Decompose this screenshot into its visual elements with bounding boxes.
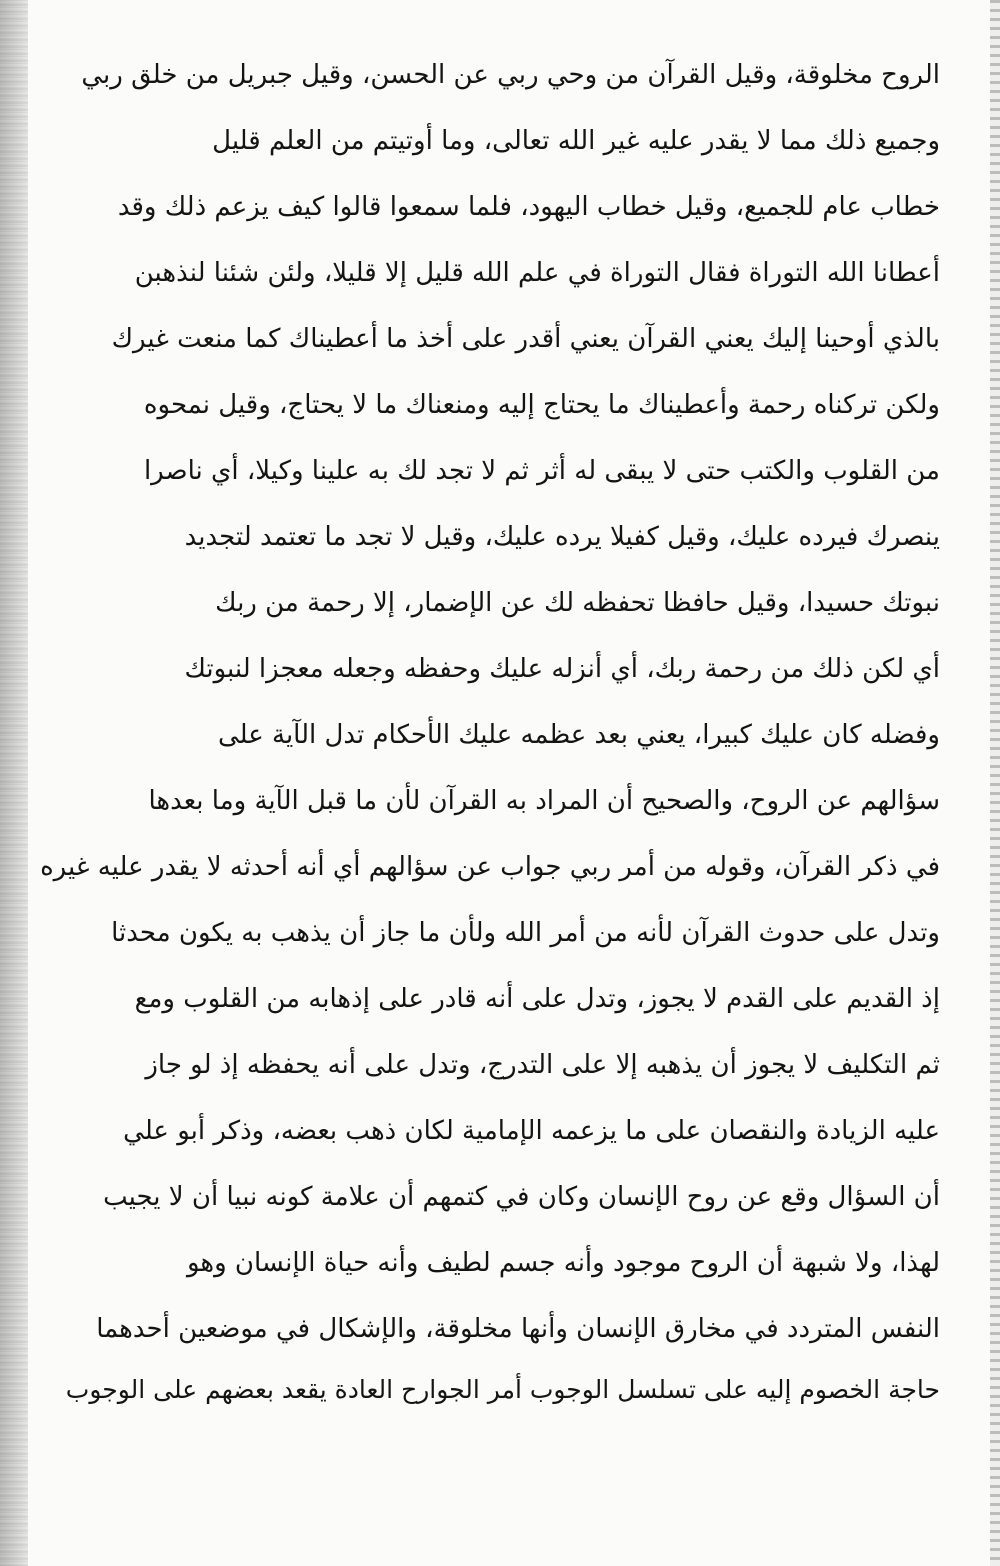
text-line	[40, 372, 940, 438]
text-line-content: لهذا، ولا شبهة أن الروح موجود وأنه جسم لطيف وأنه حياة الإنسان وهو	[186, 1248, 940, 1278]
text-line	[40, 900, 940, 966]
text-line-content: الروح مخلوقة، وقيل القرآن من وحي ربي عن الحسن، وقيل جبريل من خلق ربي	[81, 60, 940, 90]
text-line-content: من القلوب والكتب حتى لا يبقى له أثر ثم لا تجد لك به علينا وكيلا، أي ناصرا	[143, 456, 940, 486]
text-line-content: عليه الزيادة والنقصان على ما يزعمه الإمامية لكان ذهب بعضه، وذكر أبو علي	[123, 1116, 940, 1146]
text-line	[40, 504, 940, 570]
text-line	[40, 1032, 940, 1098]
manuscript-text-block	[40, 42, 940, 1418]
text-line-content: أعطانا الله التوراة فقال التوراة في علم الله قليل إلا قليلا، ولئن شئنا لنذهبن	[134, 258, 940, 288]
text-line	[40, 966, 940, 1032]
text-line-content: أي لكن ذلك من رحمة ربك، أي أنزله عليك وحفظه وجعله معجزا لنبوتك	[184, 654, 940, 684]
text-line-content: خطاب عام للجميع، وقيل خطاب اليهود، فلما سمعوا قالوا كيف يزعم ذلك وقد	[117, 192, 940, 222]
text-line-content: سؤالهم عن الروح، والصحيح أن المراد به القرآن لأن ما قبل الآية وما بعدها	[148, 786, 940, 816]
text-line-content: بالذي أوحينا إليك يعني القرآن يعني أقدر على أخذ ما أعطيناك كما منعت غيرك	[111, 324, 940, 354]
text-line	[40, 1230, 940, 1296]
text-line	[40, 42, 940, 108]
text-line	[40, 240, 940, 306]
text-line	[40, 570, 940, 636]
page-edge	[990, 0, 1000, 1566]
text-line	[40, 834, 940, 900]
text-line-content: ثم التكليف لا يجوز أن يذهبه إلا على التدرج، وتدل على أنه يحفظه إذ لو جاز	[145, 1050, 940, 1080]
text-line	[40, 702, 940, 768]
text-line-content: ينصرك فيرده عليك، وقيل كفيلا يرده عليك، وقيل لا تجد ما تعتمد لتجديد	[184, 522, 940, 552]
text-line	[40, 306, 940, 372]
text-line-content: حاجة الخصوم إليه على تسلسل الوجوب أمر الجوارح العادة يقعد بعضهم على الوجوب	[65, 1375, 940, 1404]
text-line	[40, 1362, 940, 1418]
text-line	[40, 438, 940, 504]
binding-gutter	[0, 0, 28, 1566]
text-line-content: ولكن تركناه رحمة وأعطيناك ما يحتاج إليه ومنعناك ما لا يحتاج، وقيل نمحوه	[143, 390, 940, 420]
text-line-content: في ذكر القرآن، وقوله من أمر ربي جواب عن سؤالهم أي أنه أحدثه لا يقدر عليه غيره	[40, 852, 940, 882]
text-line-content: إذ القديم على القدم لا يجوز، وتدل على أنه قادر على إذهابه من القلوب ومع	[134, 984, 940, 1014]
text-line-content: نبوتك حسيدا، وقيل حافظا تحفظه لك عن الإضمار، إلا رحمة من ربك	[215, 588, 940, 618]
text-line-content: وجميع ذلك مما لا يقدر عليه غير الله تعالى، وما أوتيتم من العلم قليل	[212, 126, 940, 156]
text-line	[40, 1164, 940, 1230]
text-line	[40, 1098, 940, 1164]
text-line	[40, 108, 940, 174]
text-line-content: النفس المتردد في مخارق الإنسان وأنها مخلوقة، والإشكال في موضعين أحدهما	[96, 1314, 940, 1344]
text-line-content: وتدل على حدوث القرآن لأنه من أمر الله ولأن ما جاز أن يذهب به يكون محدثا	[111, 918, 940, 948]
text-line-content: أن السؤال وقع عن روح الإنسان وكان في كتمهم أن علامة كونه نبيا أن لا يجيب	[103, 1182, 940, 1212]
text-line	[40, 174, 940, 240]
text-line	[40, 768, 940, 834]
text-line-content: وفضله كان عليك كبيرا، يعني بعد عظمه عليك الأحكام تدل الآية على	[217, 720, 940, 750]
text-line	[40, 1296, 940, 1362]
text-line	[40, 636, 940, 702]
